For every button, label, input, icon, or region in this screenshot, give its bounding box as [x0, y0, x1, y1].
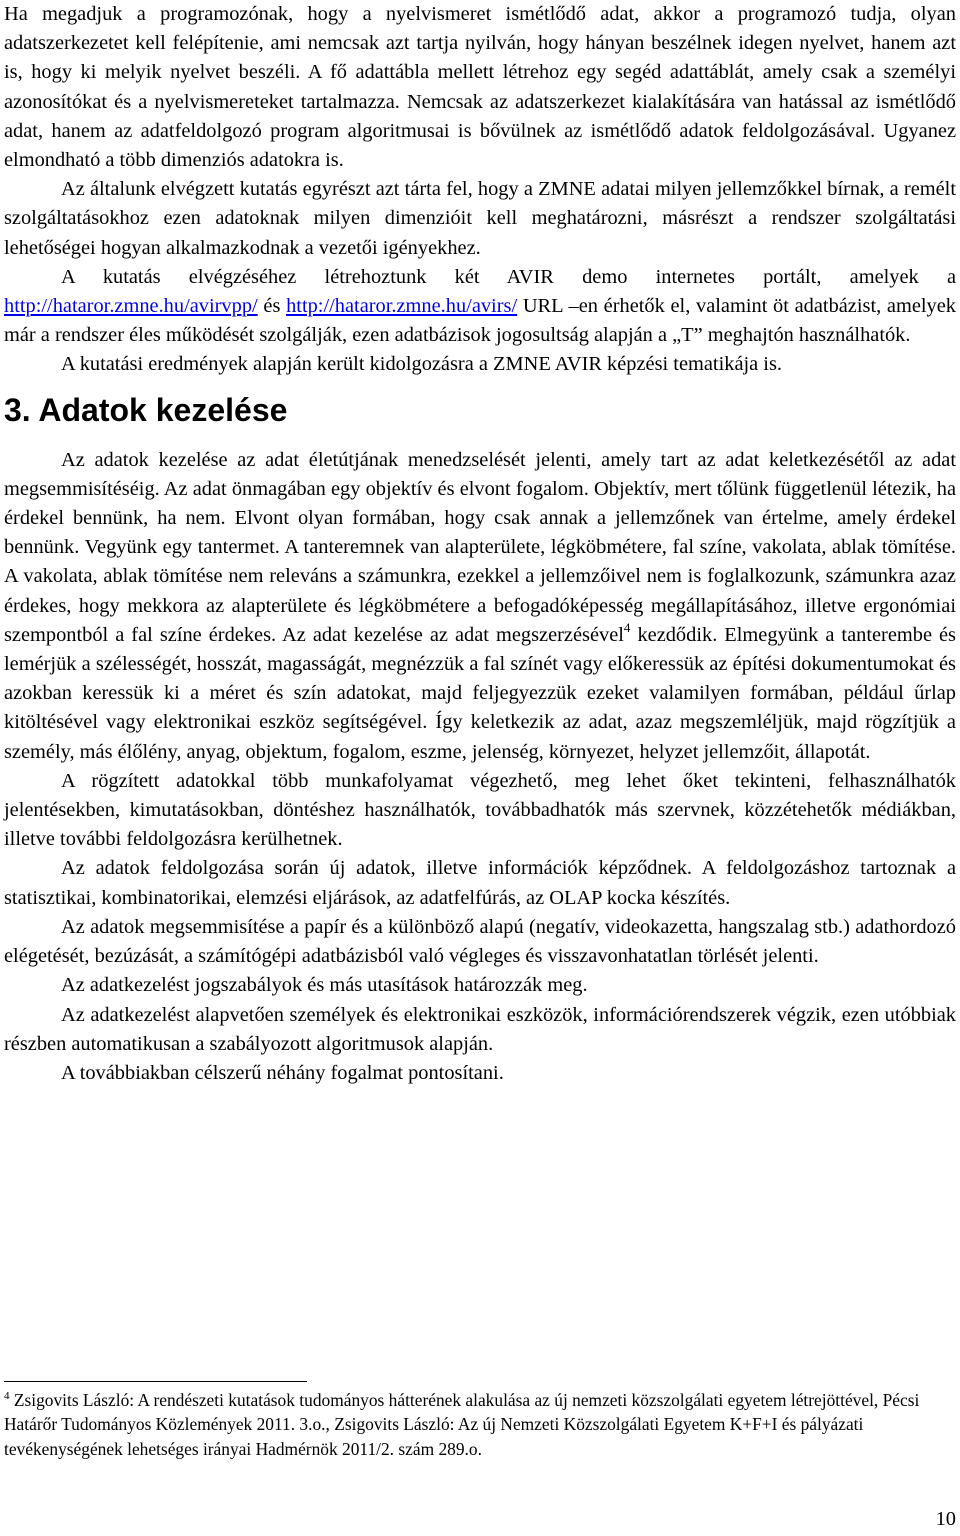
- data-handling-text-2: kezdődik. Elmegyünk a tanterembe és lemérjük a szélességét, hosszát, magasságát, megnézzük a fal színét vagy előkeressük az építési dokumentumokat és azokban keressük ki a méret és szín adatokat, majd feljegyezzük ezeket valamilyen formában, például űrlap kitöltésével vagy elektronikai eszköz segítségével. Így keletkezik az adat, azaz megszemléljük, majd rögzítjük a személy, más élőlény, anyag, objektum, fogalom, eszme, jelenség, környezet, helyzet jellemzőit, állapotát.: [4, 623, 956, 763]
- paragraph-research-findings: Az általunk elvégzett kutatás egyrészt azt tárta fel, hogy a ZMNE adatai milyen jellemzőkkel bírnak, a remélt szolgáltatásokhoz ezen adatoknak milyen dimenzióit kell meghatározni, másrészt a rendszer szolgáltatási lehetőségei hogyan alkalmazkodnak a vezetői igényekhez.: [4, 178, 956, 259]
- paragraph-portals: [4, 263, 956, 351]
- section-body: [4, 446, 956, 1088]
- data-handling-text-1: Az adatok kezelése az adat életútjának menedzselését jelenti, amely tart az adat keletkezésétől az adat megsemmisítéséig. Az adat önmagában egy objektív és elvont fogalom. Objektív, mert tőlünk függetlenül létezik, ha érdekel bennünk, ha nem. Elvont olyan formában, hogy csak annak a jellemzőnek van értelme, amely érdekel bennünk. Vegyünk egy tantermet. A tanteremnek van alapterülete, légköbmétere, fal színe, vakolata, ablak tömítése. A vakolata, ablak tömítése nem releváns a számunkra, ezekkel a jellemzőivel nem is foglalkozunk, számunkra azaz érdekes, hogy mekkora az alapterülete és légköbmétere a befogadóképesség megállapításához, illetve ergonómiai szempontból a fal színe érdekes. Az adat kezelése az adat megszerzésével: [4, 448, 956, 646]
- paragraph-data-handlers: Az adatkezelést alapvetően személyek és elektronikai eszközök, információrendszerek végzik, ezen utóbbiak részben automatikusan a szabályozott algoritmusok alapján.: [4, 1003, 956, 1055]
- paragraph-data-destruction: Az adatok megsemmisítése a papír és a különböző alapú (negatív, videokazetta, hangszalag stb.) adathordozó elégetését, bezúzását, a számítógépi adatbázisból való végleges és visszavonhatatlan törlését jelenti.: [4, 915, 956, 968]
- paragraph-curriculum: A kutatási eredmények alapján került kidolgozásra a ZMNE AVIR képzési tematikája is.: [61, 353, 783, 376]
- paragraph-concepts: A továbbiakban célszerű néhány fogalmat pontosítani.: [61, 1061, 504, 1084]
- paragraph-data-processing: Az adatok feldolgozása során új adatok, illetve információk képződnek. A feldolgozáshoz tartoznak a statisztikai, kombinatorikai, elemzési eljárások, az adatfelfúrás, az OLAP kocka készítés.: [4, 857, 956, 909]
- footnote-text: Zsigovits László: A rendészeti kutatások tudományos hátterének alakulása az új nemzeti közszolgálati egyetem létrejöttével, Pécsi Határőr Tudományos Közlemények 2011. 3.o., Zsigovits László: Az új Nemzeti Közszolgálati Egyetem K+F+I és pályázati tevékenységének lehetséges irányai Hadmérnök 2011/2. szám 289.o.: [4, 1390, 920, 1459]
- document-page: [4, 0, 956, 1088]
- avirvpp-link[interactable]: http://hataror.zmne.hu/avirvpp/: [4, 295, 258, 318]
- paragraph-regulation: Az adatkezelést jogszabályok és más utasítások határozzák meg.: [61, 974, 588, 997]
- footnote-number: 4: [4, 1390, 10, 1402]
- page-number: 10: [935, 1508, 956, 1530]
- avirs-link[interactable]: http://hataror.zmne.hu/avirs/: [286, 295, 518, 318]
- portals-text-after: URL –en érhetők el, valamint öt adatbázist, amelyek már a rendszer éles működését szolgálják, ezen adatbázisok jogosultság alapján a „T” meghajtón használhatók.: [4, 295, 956, 347]
- paragraph-data-handling: [4, 446, 956, 767]
- section-heading: 3. Adatok kezelése: [4, 391, 288, 428]
- paragraph-recorded-data: A rögzített adatokkal több munkafolyamat végezhető, meg lehet őket tekinteni, felhasználhatók jelentésekben, kimutatásokban, döntéshez használhatók, továbbadhatók más szervnek, közzétehetők médiákban, illetve további feldolgozásra kerülhetnek.: [4, 769, 956, 851]
- portals-text-before: A kutatás elvégzéséhez létrehoztunk két AVIR demo internetes portált, amelyek a: [61, 265, 956, 288]
- paragraph-repeating-data: Ha megadjuk a programozónak, hogy a nyelvismeret ismétlődő adat, akkor a programozó tudja, olyan adatszerkezetet kell felépítenie, ami nemcsak azt tartja nyilván, hogy hányan beszélnek idegen nyelvet, hanem azt is, hogy ki melyik nyelvet beszéli. A fő adattábla mellett létrehoz egy segéd adattáblát, amely csak a személyi azonosítókat és a nyelvismereteket tartalmazza. Nemcsak az adatszerkezet kialakítására van hatással az ismétlődő adat, hanem az adatfeldolgozó program algoritmusai is bővülnek az ismétlődő adatok feldolgozásával. Ugyanez elmondható a több dimenziós adatokra is.: [4, 3, 956, 172]
- footnote-separator: [4, 1381, 307, 1382]
- portals-text-between: és: [257, 295, 287, 318]
- footnote: [4, 1388, 956, 1461]
- footnote-reference[interactable]: 4: [623, 619, 631, 635]
